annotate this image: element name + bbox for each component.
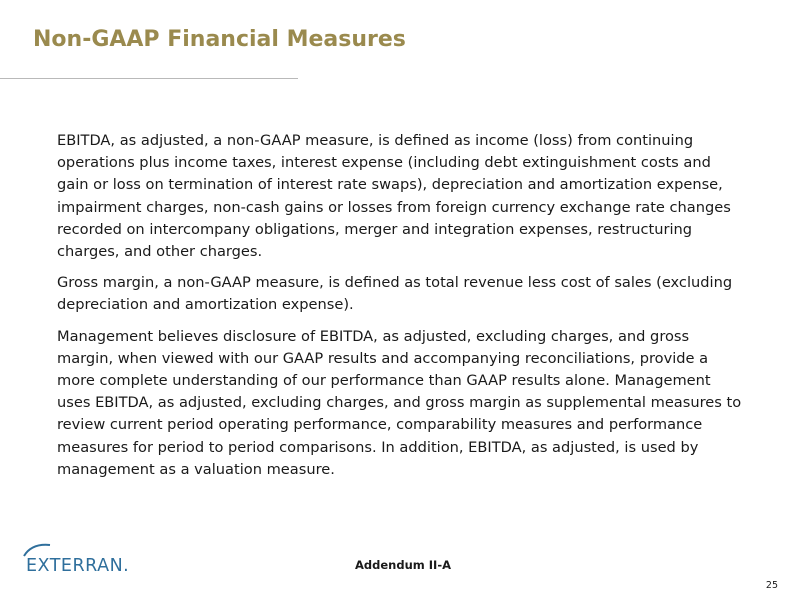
paragraph-ebitda-definition: EBITDA, as adjusted, a non-GAAP measure, is defined as income (loss) from continuing operations plus income taxes, interest expense (including debt extinguishment costs and gain or loss on termination of interest rate swaps), depreciation and amortization expense, impairment charges, non-cash gains or losses from foreign currency exchange rate changes recorded on intercompany obligations, merger and integration expenses, restructuring charges, and other charges.: [57, 132, 731, 261]
title-divider: [0, 78, 298, 79]
exterran-logo: [26, 556, 129, 576]
addendum-label: Addendum II-A: [355, 558, 451, 572]
paragraph-gross-margin-definition: Gross margin, a non-GAAP measure, is defined as total revenue less cost of sales (excluding depreciation and amortization expense).: [57, 274, 733, 314]
logo-wordmark: EXTERRAN.: [26, 556, 130, 576]
logo-swoosh-icon: [22, 542, 52, 558]
slide-title: Non-GAAP Financial Measures: [33, 27, 406, 52]
page-number: 25: [765, 580, 778, 591]
slide-body: [57, 130, 747, 490]
paragraph-management-disclosure: Management believes disclosure of EBITDA, as adjusted, excluding charges, and gross margin, when viewed with our GAAP results and accompanying reconciliations, provide a more complete understanding of our performance than GAAP results alone. Management uses EBITDA, as adjusted, excluding charges, and gross margin as supplemental measures to review current period operating performance, comparability measures and performance measures for period to period comparisons. In addition, EBITDA, as adjusted, is used by management as a valuation measure.: [57, 327, 742, 478]
